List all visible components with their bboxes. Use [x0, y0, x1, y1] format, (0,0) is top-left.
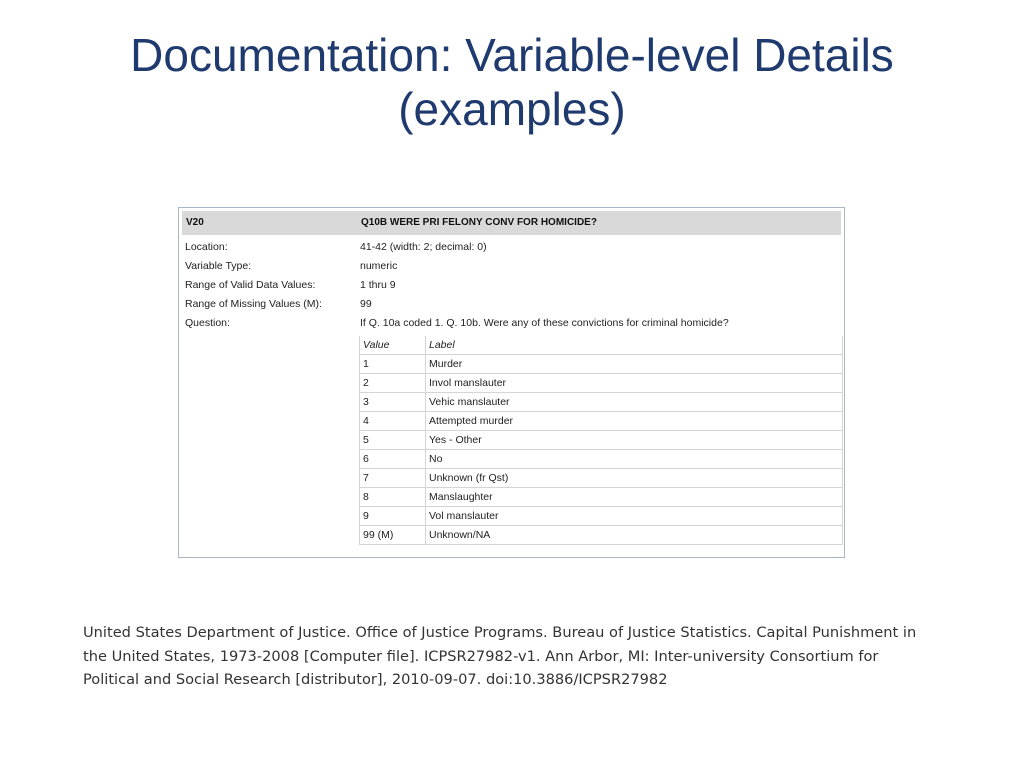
meta-label: Variable Type:: [185, 260, 252, 272]
value-labels-table: [359, 336, 843, 545]
variable-id: V20: [186, 217, 204, 228]
slide-title-line-1: Documentation: Variable-level Details: [130, 29, 894, 81]
table-row: [360, 450, 843, 469]
code-value: 3: [360, 393, 426, 412]
meta-row-missing-range: [179, 295, 839, 314]
variable-header: [182, 211, 841, 235]
table-row: [360, 355, 843, 374]
meta-label: Location:: [185, 241, 228, 253]
meta-label: Range of Valid Data Values:: [185, 279, 316, 291]
code-label: Vehic manslauter: [426, 393, 843, 412]
code-value: 5: [360, 431, 426, 450]
table-header-row: [360, 336, 843, 355]
table-row: [360, 431, 843, 450]
code-label: Attempted murder: [426, 412, 843, 431]
code-value: 9: [360, 507, 426, 526]
code-label: Vol manslauter: [426, 507, 843, 526]
table-row: [360, 412, 843, 431]
meta-value: 1 thru 9: [360, 279, 396, 291]
slide-title-line-2: (examples): [398, 83, 626, 135]
table-row: [360, 507, 843, 526]
code-label: Unknown (fr Qst): [426, 469, 843, 488]
variable-documentation-panel: [178, 207, 845, 558]
code-value: 1: [360, 355, 426, 374]
code-label: Murder: [426, 355, 843, 374]
table-row: [360, 374, 843, 393]
slide-title: [0, 28, 1024, 136]
meta-row-variable-type: [179, 257, 839, 276]
column-header-label: Label: [426, 336, 843, 355]
meta-value: If Q. 10a coded 1. Q. 10b. Were any of these convictions for criminal homicide?: [360, 317, 729, 329]
code-value: 2: [360, 374, 426, 393]
meta-label: Range of Missing Values (M):: [185, 298, 322, 310]
meta-label: Question:: [185, 317, 230, 329]
column-header-value: Value: [360, 336, 426, 355]
code-label: No: [426, 450, 843, 469]
code-label: Invol manslauter: [426, 374, 843, 393]
meta-row-location: [179, 238, 839, 257]
code-label: Manslaughter: [426, 488, 843, 507]
table-row: [360, 469, 843, 488]
code-value: 4: [360, 412, 426, 431]
source-citation: United States Department of Justice. Office of Justice Programs. Bureau of Justice Statistics. Capital Punishment in the United States, 1973-2008 [Computer file]. ICPSR27982-v1. Ann Arbor, MI: Inter-university Consortium for Political and Social Research [distributor], 2010-09-07. doi:10.3886/ICPSR27982: [83, 624, 917, 688]
meta-row-question: [179, 314, 839, 333]
code-value: 99 (M): [360, 526, 426, 545]
code-label: Yes - Other: [426, 431, 843, 450]
code-label: Unknown/NA: [426, 526, 843, 545]
meta-value: 41-42 (width: 2; decimal: 0): [360, 241, 487, 253]
variable-description: Q10B WERE PRI FELONY CONV FOR HOMICIDE?: [361, 217, 597, 228]
meta-row-valid-range: [179, 276, 839, 295]
code-value: 7: [360, 469, 426, 488]
table-row: [360, 526, 843, 545]
table-row: [360, 488, 843, 507]
meta-value: numeric: [360, 260, 398, 272]
meta-value: 99: [360, 298, 372, 310]
table-row: [360, 393, 843, 412]
code-value: 8: [360, 488, 426, 507]
code-value: 6: [360, 450, 426, 469]
